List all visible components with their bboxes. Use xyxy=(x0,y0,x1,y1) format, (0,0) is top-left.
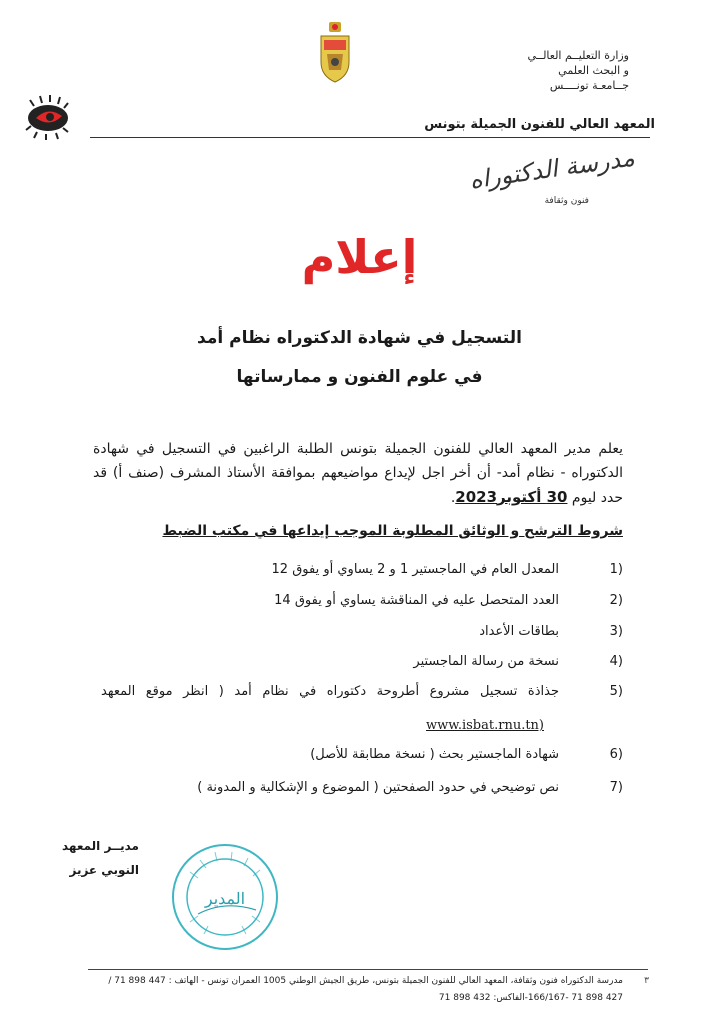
coat-of-arms-icon xyxy=(315,20,355,86)
list-item: نسخة من رسالة الماجستير xyxy=(413,654,559,669)
list-item: العدد المتحصل عليه في المناقشة يساوي أو يفوق 14 xyxy=(274,593,559,608)
ministry-header xyxy=(527,48,629,93)
list-item: جذاذة تسجيل مشروع أطروحة دكتوراه في نظام أمد ( انظر موقع المعهد xyxy=(101,684,559,699)
footer-address: مدرسة الدكتوراه فنون وثقافة، المعهد العالي للفنون الجميلة بتونس، طريق الجيش الوطني 1005 العمران تونس - الهاتف : 447 898 71 / xyxy=(108,976,623,986)
list-item: نص توضيحي في حدود الصفحتين ( الموضوع و الإشكالية و المدونة ) xyxy=(197,780,559,795)
page-number: ٣ xyxy=(644,976,649,986)
ministry-line: جــامعـة تونــــس xyxy=(549,79,629,92)
item-number: 4) xyxy=(609,654,623,669)
institute-logo-icon xyxy=(20,92,76,142)
institute-name: المعهد العالي للفنون الجميلة بتونس xyxy=(424,117,655,132)
paragraph-text: يعلم مدير المعهد العالي للفنون الجميلة بتونس الطلبة الراغبين في التسجيل في شهادة الدكتوراه - نظام أمد- أن أخر اجل لإيداع مواضيعهم بموافقة الأستاذ المشرف (صنف أ) قد حدد ليوم xyxy=(93,441,623,506)
item-number: 5) xyxy=(609,684,623,699)
item-number: 2) xyxy=(609,593,623,608)
director-title: مديــر المعهد xyxy=(61,839,139,853)
school-signature: مدرسة الدكتوراه xyxy=(467,143,637,195)
ministry-line: وزارة التعليــم العالــي xyxy=(527,49,629,62)
list-item: المعدل العام في الماجستير 1 و 2 يساوي أو يفوق 12 xyxy=(271,562,559,577)
announcement-paragraph: يعلم مدير المعهد العالي للفنون الجميلة بتونس الطلبة الراغبين في التسجيل في شهادة الدكتوراه - نظام أمد- أن أخر اجل لإيداع مواضيعهم بموافقة الأستاذ المشرف (صنف أ) قد حدد ليوم 30 أكتوبر2023. xyxy=(93,441,623,506)
list-item: شهادة الماجستير بحث ( نسخة مطابقة للأصل) xyxy=(310,747,559,762)
footer-divider xyxy=(88,969,648,970)
official-stamp-icon xyxy=(170,842,280,952)
footer-phones: 427 898 71 -166/167-الفاكس: 432 898 71 xyxy=(438,993,623,1003)
ministry-line: و البحث العلمي xyxy=(558,64,629,77)
conditions-heading: شروط الترشح و الوثائق المطلوبة الموجب إيداعها في مكتب الضبط xyxy=(162,523,623,539)
director-name: النوبي عزيز xyxy=(69,863,139,877)
website-link[interactable]: www.isbat.rnu.tn) xyxy=(426,718,544,733)
list-item: بطاقات الأعداد xyxy=(479,624,559,639)
announcement-subtitle: في علوم الفنون و ممارساتها xyxy=(236,367,483,387)
item-number: 6) xyxy=(609,747,623,762)
item-number: 3) xyxy=(609,624,623,639)
stamp-text: المدير xyxy=(204,889,246,908)
header-divider xyxy=(90,137,650,138)
item-number: 1) xyxy=(609,562,623,577)
deadline-date: 30 أكتوبر2023 xyxy=(455,488,568,506)
director-block xyxy=(62,834,139,882)
school-signature-subtitle: فنون وثقافة xyxy=(544,196,589,206)
announcement-title: إعلام xyxy=(301,230,418,284)
item-number: 7) xyxy=(609,780,623,795)
announcement-subtitle: التسجيل في شهادة الدكتوراه نظام أمد xyxy=(197,328,522,348)
